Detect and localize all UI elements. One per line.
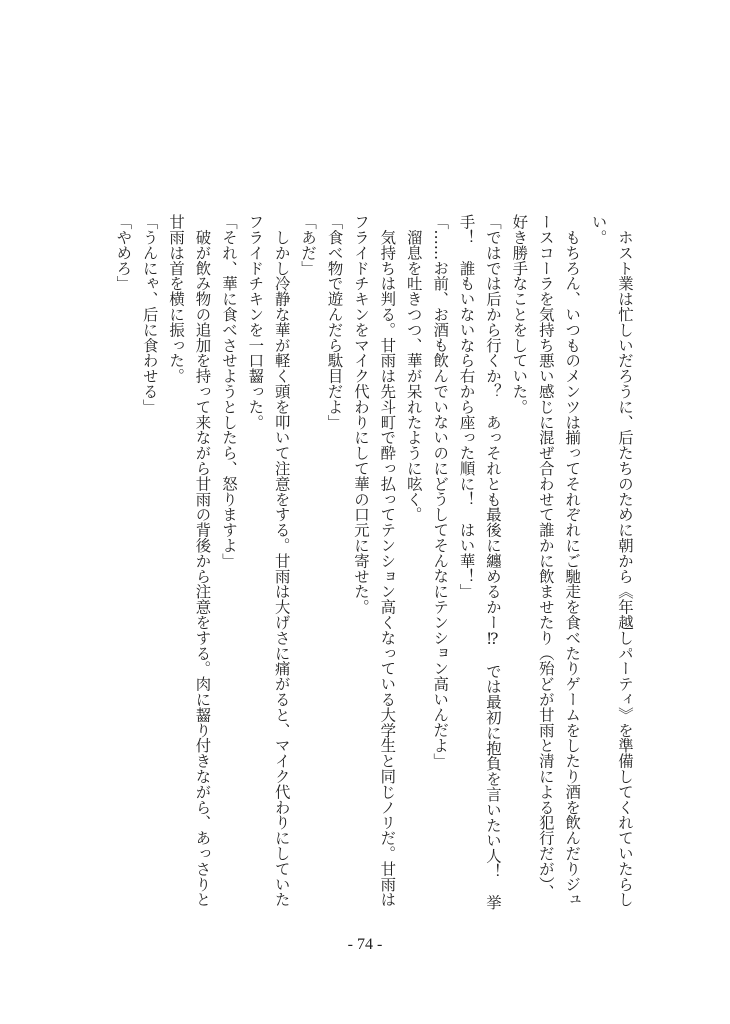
text-line: フライドチキンをマイク代わりにして華の口元に寄せた。 bbox=[351, 214, 370, 615]
text-line: 気持ちは判る。甘雨は先斗町で酔っ払ってテンション高くなっている大学生と同じノリだ。甘雨は bbox=[378, 214, 397, 907]
text-line: 破が飲み物の追加を持って来ながら甘雨の背後から注意をする。肉に齧り付きながら、あっさりと bbox=[193, 214, 212, 907]
text-line: ホスト業は忙しいだろうに、后たちのために朝から《年越しパーティ》を準備してくれていたらし bbox=[616, 214, 634, 907]
text-line: 手！ 誰もいないなら右から座った順に！ はい華！」 bbox=[457, 214, 476, 599]
text-line: 「うんにゃ、后に食わせる」 bbox=[140, 214, 159, 415]
text-line: い。 bbox=[589, 214, 608, 245]
text-line: 「ではでは后から行くか？ あっそれとも最後に纏めるかー⁉ では最初に抱負を言いたい人！ 挙 bbox=[483, 214, 502, 910]
text-line: 「食べ物で遊んだら駄目だよ」 bbox=[325, 214, 344, 430]
text-line: 「それ、華に食べさせようとしたら、怒りますよ」 bbox=[219, 214, 238, 569]
page-number: - 74 - bbox=[347, 936, 383, 953]
text-line: 「あだ」 bbox=[299, 214, 318, 276]
text-line: しかし冷静な華が軽く頭を叩いて注意をする。甘雨は大げさに痛がると、マイク代わりにしていた bbox=[272, 214, 291, 907]
text-line: 溜息を吐きつつ、華が呆れたように呟く。 bbox=[404, 214, 423, 522]
text-line: 甘雨は首を横に振った。 bbox=[167, 214, 186, 384]
text-line: もちろん、いつものメンツは揃ってそれぞれにご馳走を食べたりゲームをしたり酒を飲んだりジュ bbox=[563, 214, 582, 907]
vertical-body-text bbox=[110, 214, 638, 910]
text-line: フライドチキンを一口齧った。 bbox=[246, 214, 265, 430]
text-line: ースコーラを気持ち悪い感じに混ぜ合わせて誰かに飲ませたり（殆どが甘雨と清による犯行だが）、 bbox=[536, 214, 555, 900]
text-line: 「……お前、お酒も飲んでいないのにどうしてそんなにテンション高いんだよ」 bbox=[431, 214, 450, 769]
text-line: 好き勝手なことをしていた。 bbox=[510, 214, 529, 415]
text-line: 「やめろ」 bbox=[114, 214, 133, 291]
